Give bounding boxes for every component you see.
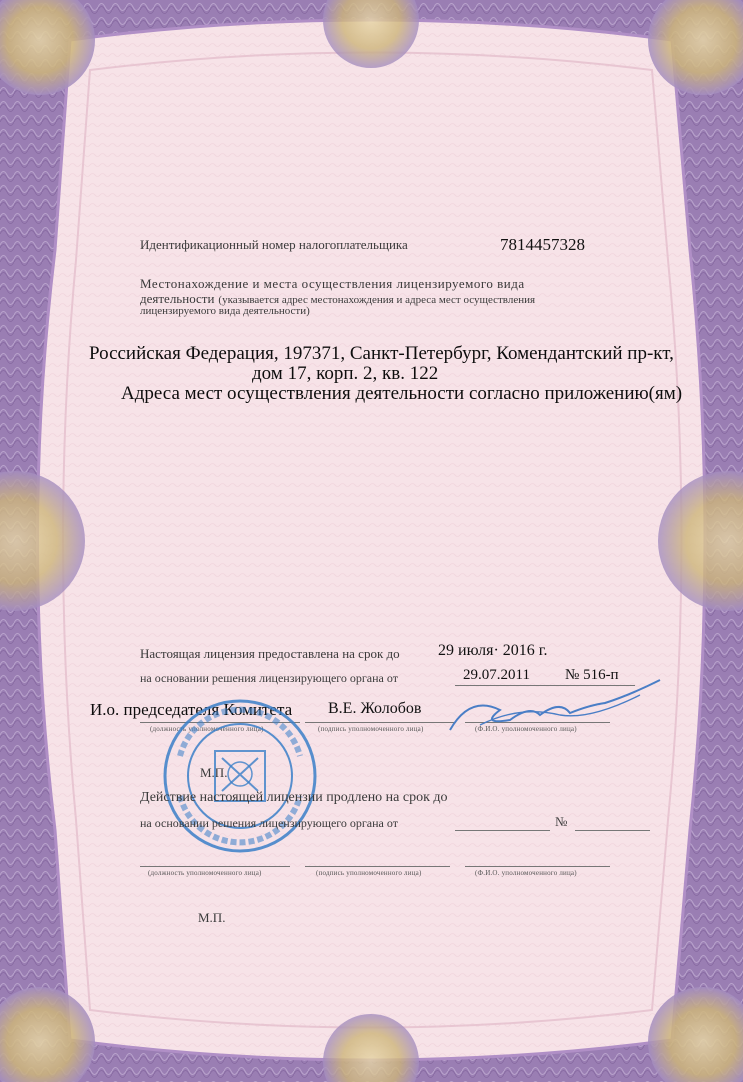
term-value: 29 июля· 2016 г. [438,642,548,659]
ext-caption-signature: (подпись уполномоченного лица) [316,869,422,877]
location-label-line1: Местонахождение и места осуществления лицензируемого вида [140,276,525,291]
address-line3: Адреса мест осуществления деятельности согласно приложению(ям) [121,383,683,404]
ext-stamp-place-label: М.П. [198,910,226,925]
number-sign: № [565,667,580,683]
extension-basis-label: на основании решения лицензирующего органа от [140,816,398,830]
location-label-line3: лицензируемого вида деятельности) [140,305,310,317]
address-line2: дом 17, корп. 2, кв. 122 [252,363,439,384]
ext-sign-line-signature [305,866,450,867]
ext-sign-line-name [465,866,610,867]
caption-signature: (подпись уполномоченного лица) [318,725,424,733]
caption-name: (Ф.И.О. уполномоченного лица) [475,725,577,733]
extension-label: Действие настоящей лицензии продлено на срок до [140,790,448,805]
ext-caption-name: (Ф.И.О. уполномоченного лица) [475,869,577,877]
extension-no-line [575,830,650,831]
term-basis-label: на основании решения лицензирующего органа от [140,671,398,685]
caption-position: (должность уполномоченного лица) [150,725,264,733]
term-basis-date: 29.07.2011 [463,667,530,683]
signatory-name: В.Е. Жолобов [328,700,422,717]
ext-sign-line-position [140,866,290,867]
location-label-note: (указывается адрес местонахождения и адреса мест осуществления [218,294,536,306]
term-label: Настоящая лицензия предоставлена на срок до [140,646,400,661]
signatory-position: И.о. председателя Комитета [90,700,293,719]
stamp-place-label: М.П. [200,765,228,780]
ext-caption-position: (должность уполномоченного лица) [148,869,262,877]
inn-value: 7814457328 [500,235,585,254]
extension-date-line [455,830,550,831]
handwritten-signature [440,675,670,745]
round-stamp [160,696,320,856]
extension-no-label: № [555,814,568,829]
sign-line-signature [305,722,455,723]
location-label-bold: деятельности [140,291,215,306]
inn-label: Идентификационный номер налогоплательщика [140,237,408,252]
address-line1: Российская Федерация, 197371, Санкт-Петербург, Комендантский пр-кт, [89,343,674,364]
term-basis-no: 516-п [583,667,619,683]
